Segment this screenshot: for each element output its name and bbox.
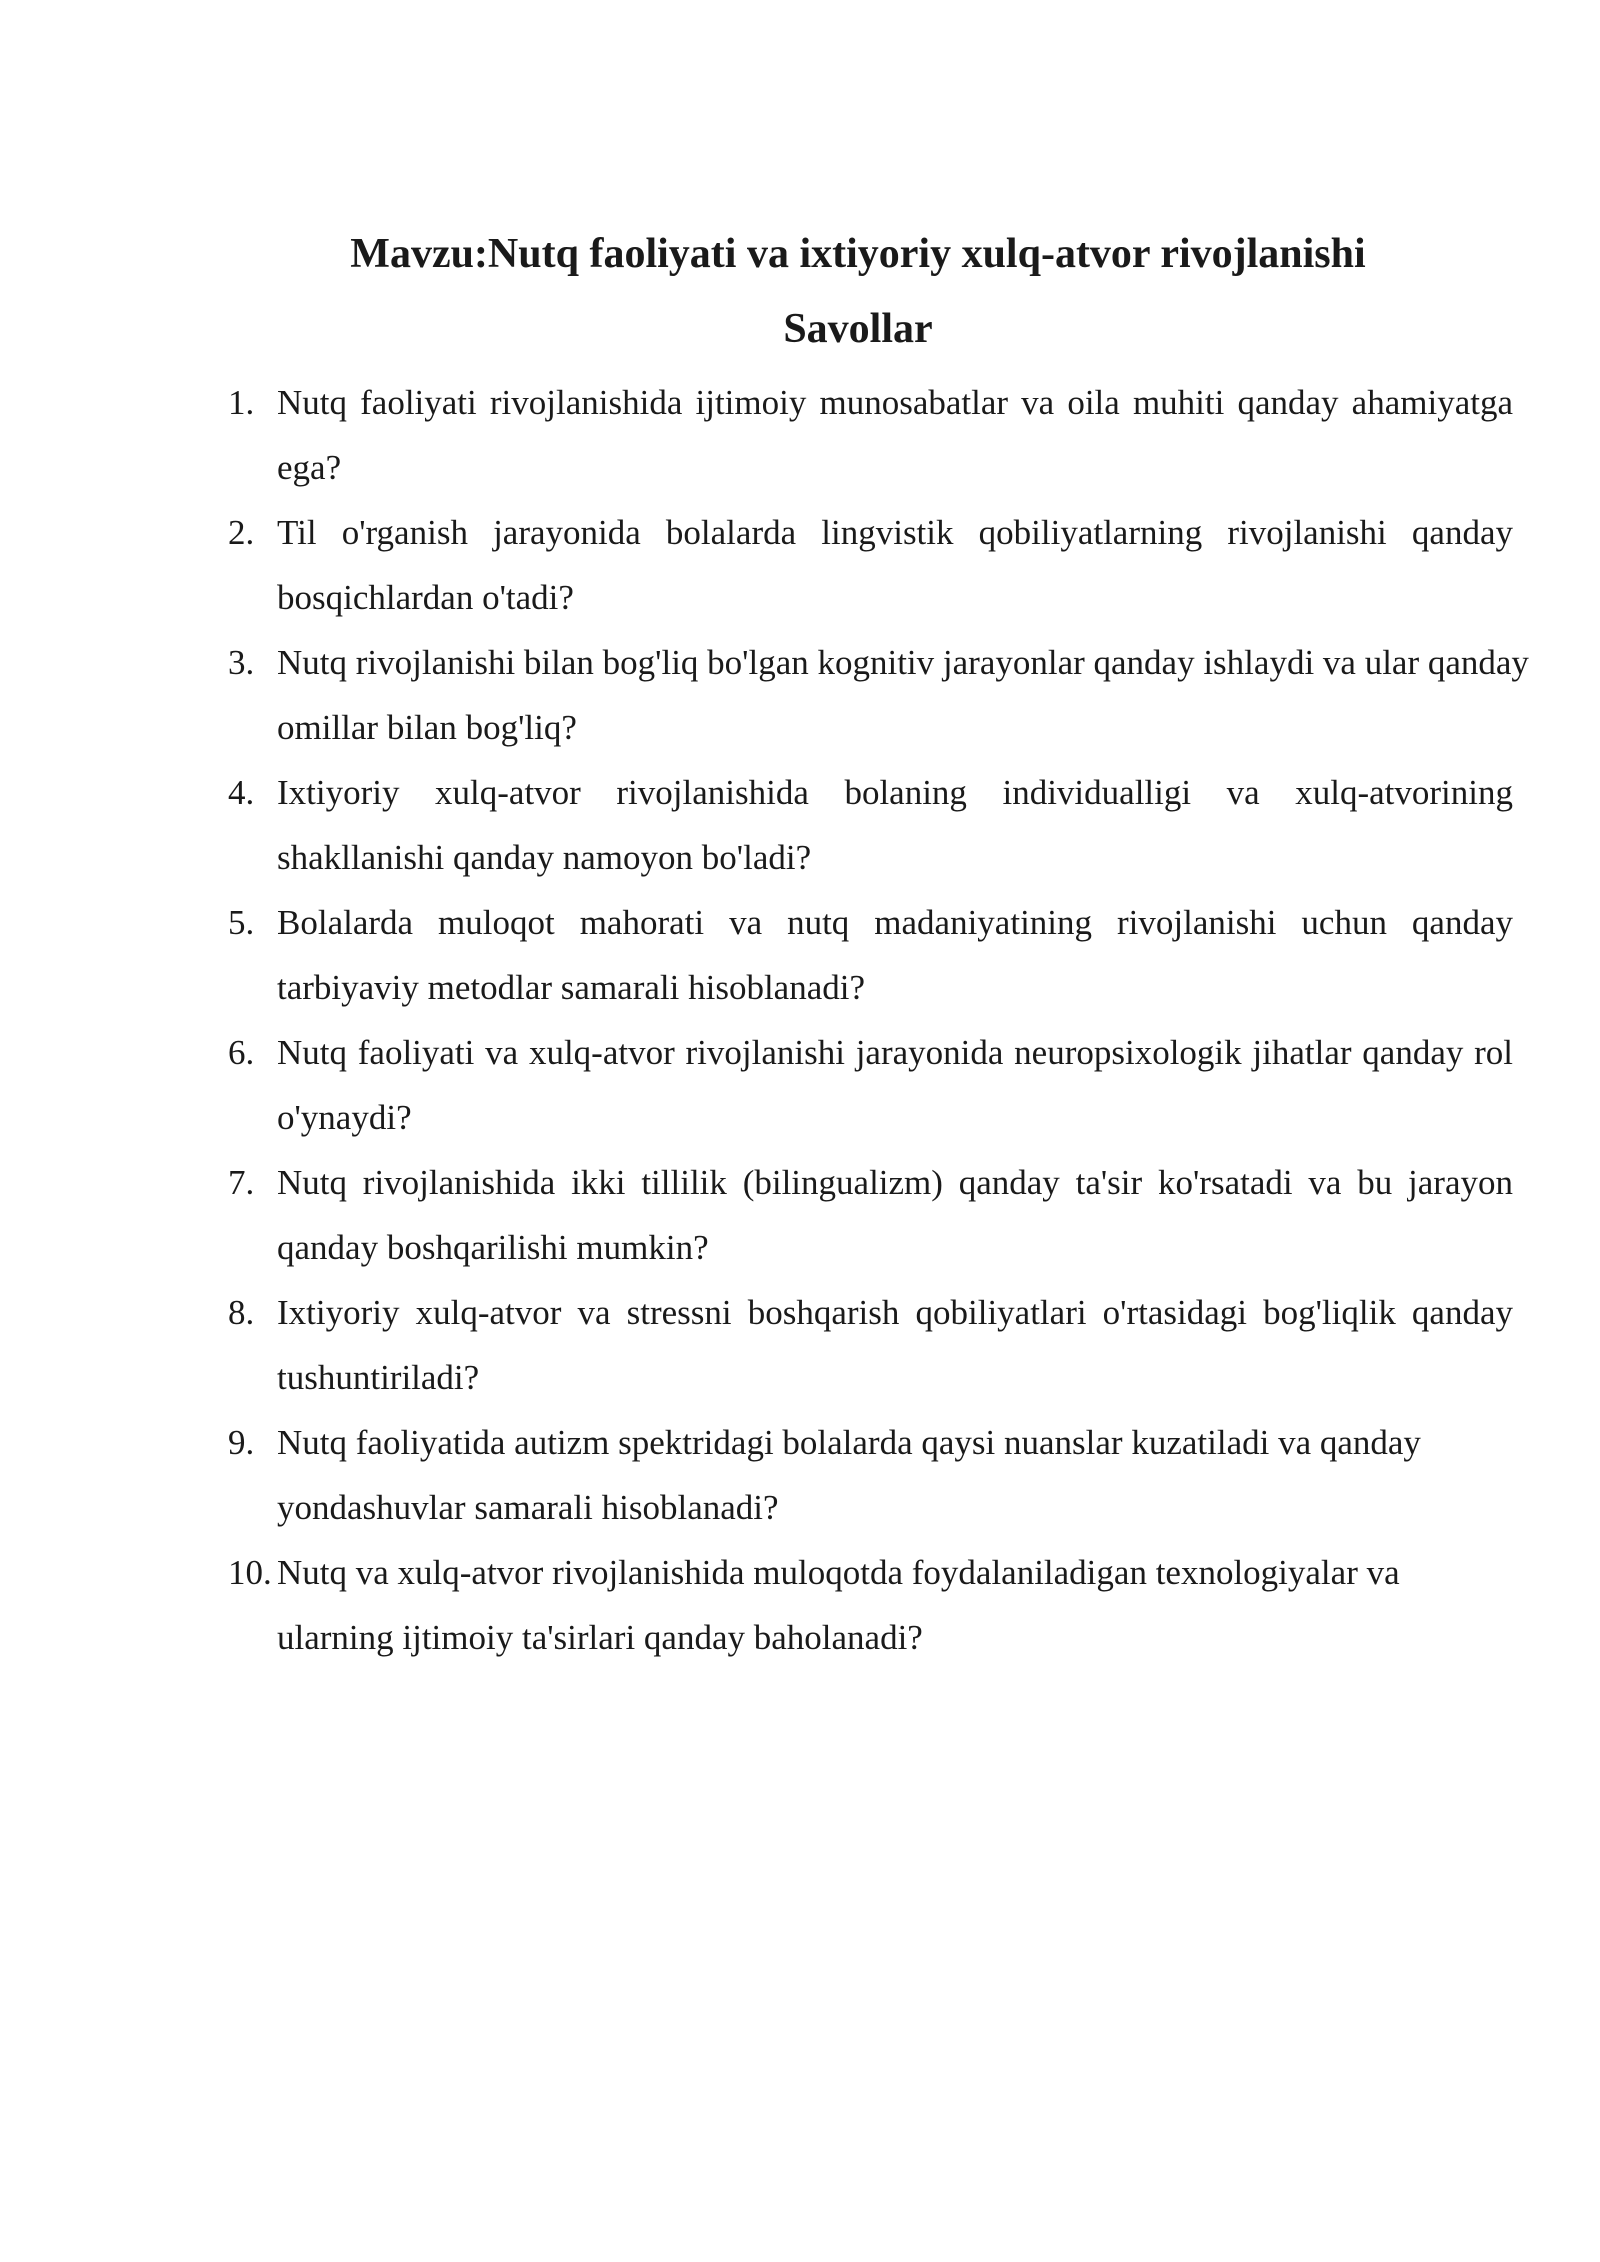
question-number: 2. bbox=[228, 513, 255, 552]
question-number: 9. bbox=[228, 1423, 255, 1462]
question-text: Ixtiyoriy xulq-atvor rivojlanishida bolaning individualligi va xulq-atvorining shakllanishi qanday namoyon bo'ladi? bbox=[277, 773, 1513, 877]
question-text: Bolalarda muloqot mahorati va nutq madaniyatining rivojlanishi uchun qanday tarbiyaviy metodlar samarali hisoblanadi? bbox=[277, 903, 1513, 1007]
question-item-5 bbox=[228, 890, 1513, 1020]
document-title: Mavzu:Nutq faoliyati va ixtiyoriy xulq-atvor rivojlanishi bbox=[350, 231, 1366, 277]
question-item-4 bbox=[228, 760, 1513, 890]
question-number: 5. bbox=[228, 903, 255, 942]
question-list bbox=[228, 370, 1529, 1670]
question-number: 8. bbox=[228, 1293, 255, 1332]
question-item-1 bbox=[228, 370, 1513, 500]
question-item-3 bbox=[228, 630, 1529, 760]
question-item-7 bbox=[228, 1150, 1513, 1280]
question-text: Nutq faoliyati va xulq-atvor rivojlanishi jarayonida neuropsixologik jihatlar qanday rol o'ynaydi? bbox=[277, 1033, 1513, 1137]
question-number: 10. bbox=[228, 1553, 272, 1592]
question-text: Nutq faoliyatida autizm spektridagi bolalarda qaysi nuanslar kuzatiladi va qanday yondashuvlar samarali hisoblanadi? bbox=[277, 1423, 1421, 1527]
question-text: Nutq faoliyati rivojlanishida ijtimoiy munosabatlar va oila muhiti qanday ahamiyatga ega? bbox=[277, 383, 1513, 487]
question-text: Nutq va xulq-atvor rivojlanishida muloqotda foydalaniladigan texnologiyalar va ularning ijtimoiy ta'sirlari qanday baholanadi? bbox=[277, 1553, 1400, 1657]
question-number: 6. bbox=[228, 1033, 255, 1072]
question-number: 3. bbox=[228, 643, 255, 682]
question-text: Nutq rivojlanishida ikki tillilik (bilingualizm) qanday ta'sir ko'rsatadi va bu jarayon qanday boshqarilishi mumkin? bbox=[277, 1163, 1513, 1267]
question-item-8 bbox=[228, 1280, 1513, 1410]
question-text: Ixtiyoriy xulq-atvor va stressni boshqarish qobiliyatlari o'rtasidagi bog'liqlik qanday tushuntiriladi? bbox=[277, 1293, 1513, 1397]
question-item-10 bbox=[228, 1540, 1513, 1670]
question-text: Til o'rganish jarayonida bolalarda lingvistik qobiliyatlarning rivojlanishi qanday bosqichlardan o'tadi? bbox=[277, 513, 1513, 617]
question-item-2 bbox=[228, 500, 1513, 630]
question-item-6 bbox=[228, 1020, 1513, 1150]
section-heading: Savollar bbox=[783, 306, 933, 352]
question-number: 4. bbox=[228, 773, 255, 812]
question-text: Nutq rivojlanishi bilan bog'liq bo'lgan kognitiv jarayonlar qanday ishlaydi va ular qanday omillar bilan bog'liq? bbox=[277, 643, 1529, 747]
question-number: 7. bbox=[228, 1163, 255, 1202]
question-item-9 bbox=[228, 1410, 1513, 1540]
question-number: 1. bbox=[228, 383, 255, 422]
